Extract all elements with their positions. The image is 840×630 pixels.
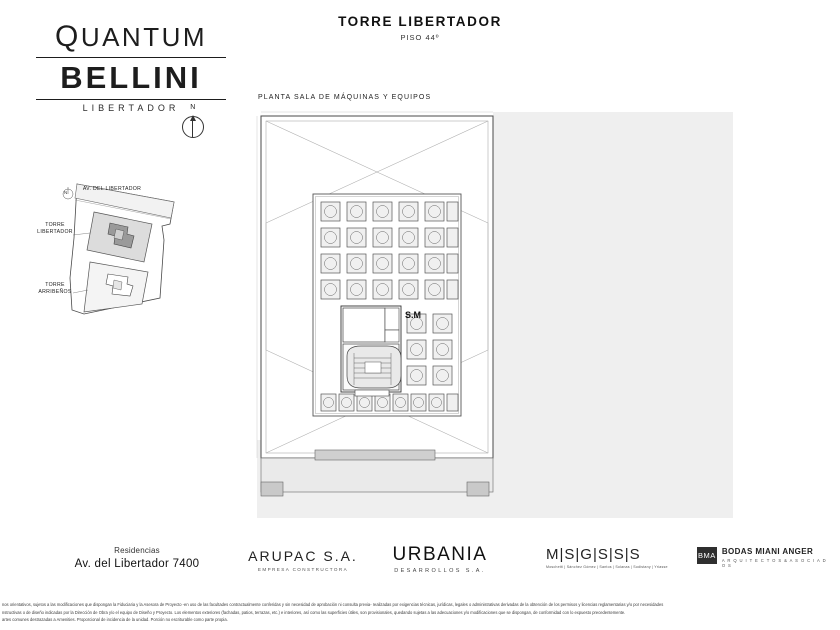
- logo-quantum-rest: UANTUM: [80, 22, 208, 52]
- footer-urbania-tagline: DESARROLLOS S.A.: [394, 568, 486, 574]
- footer-residencias: [52, 546, 222, 570]
- footer-bma-name: BODAS MIANI ANGER: [721, 547, 814, 556]
- map-tower-libertador-label: [37, 222, 73, 236]
- legal-disclaimer: [0, 601, 840, 624]
- legal-line-1: nos orientativos, sujetos a las modificaciones que dispongan la Fiduciaria y la Asesora de Proyecto -en uso de las facultades contractualmente conferidas y sin necesidad de aprobación ni consulta previa- realizadas por exigencias técnicas, jurídicas, legales o administrativas derivadas de la obtención de los permisos y licencias reglamentarias y/o por necesidades: [2, 602, 664, 608]
- legal-line-2: nstructivas o de diseño indicadas por la Dirección de Obra y/o el equipo de Diseño y Proyecto. Los elementos exteriores (fachadas, patios, terrazas, etc.) e interiores, así como las superficies útiles, son provisionales, quedando sujetas a las adecuaciones y/o modificaciones que se dispongan, de conformidad con lo expuesto precedentemente.: [2, 609, 626, 615]
- map-north-label: N: [64, 190, 68, 195]
- north-arrowhead: [190, 115, 196, 121]
- logo-quantum-initial: Q: [54, 20, 81, 53]
- logo-divider-top: [36, 57, 226, 58]
- page-title: [0, 14, 840, 42]
- footer-arupac-name: ARUPAC S.A.: [248, 548, 358, 564]
- north-arrow-icon: [176, 104, 210, 144]
- north-label: N: [190, 104, 196, 111]
- footer-logos: [0, 542, 840, 588]
- footer-arupac-tagline: EMPRESA CONSTRUCTORA: [257, 567, 349, 572]
- map-tower1-line2: LIBERTADOR: [37, 229, 73, 236]
- machine-room-label: S.M: [405, 310, 422, 320]
- logo-divider-bottom: [36, 99, 226, 100]
- footer-residencias-line1: Residencias: [114, 546, 160, 555]
- site-location-map: [32, 178, 182, 323]
- logo-libertador: LIBERTADOR: [82, 102, 180, 113]
- title-main: TORRE LIBERTADOR: [338, 14, 502, 29]
- footer-msgsss-logo: [546, 546, 668, 569]
- footer-bma-mark: BMA: [697, 547, 717, 564]
- plan-caption: PLANTA SALA DE MÁQUINAS Y EQUIPOS: [258, 94, 432, 101]
- footer-urbania-logo: [370, 544, 510, 574]
- footer-bma-text: [722, 547, 827, 568]
- footer-urbania-name: URBANIA: [392, 544, 488, 565]
- site-map-drawing: [32, 178, 182, 323]
- footer-msgsss-letters: M|S|G|S|S|S: [546, 546, 641, 563]
- title-floor: PISO 44º: [400, 33, 440, 42]
- map-tower1-line1: TORRE: [45, 222, 65, 228]
- map-tower2-line2: ARRIBEÑOS: [38, 289, 72, 296]
- footer-msgsss-names: Moschetti | Sánchez Gómez | Santos | Solanas | Sodistany | Yriasse: [546, 565, 668, 569]
- logo-bellini: BELLINI: [60, 60, 202, 95]
- map-tower-arribenos-label: [37, 282, 73, 296]
- legal-line-3: artes comunes destrazadas a Amenities. Proporcional de incidencia de la unidad. Porción no escriturable como parte propia.: [2, 617, 228, 623]
- map-tower2-line1: TORRE: [45, 282, 65, 288]
- floor-plan-drawing: [255, 110, 735, 520]
- footer-bma-tagline: A R Q U I T E C T O S & A S O C I A D O S: [721, 558, 827, 568]
- floor-plan-svg: [255, 110, 735, 520]
- footer-residencias-address: Av. del Libertador 7400: [74, 558, 200, 570]
- footer-bma-logo: [697, 547, 827, 568]
- map-avenue-label: AV. DEL LIBERTADOR: [82, 186, 142, 192]
- footer-arupac-logo: [243, 548, 363, 572]
